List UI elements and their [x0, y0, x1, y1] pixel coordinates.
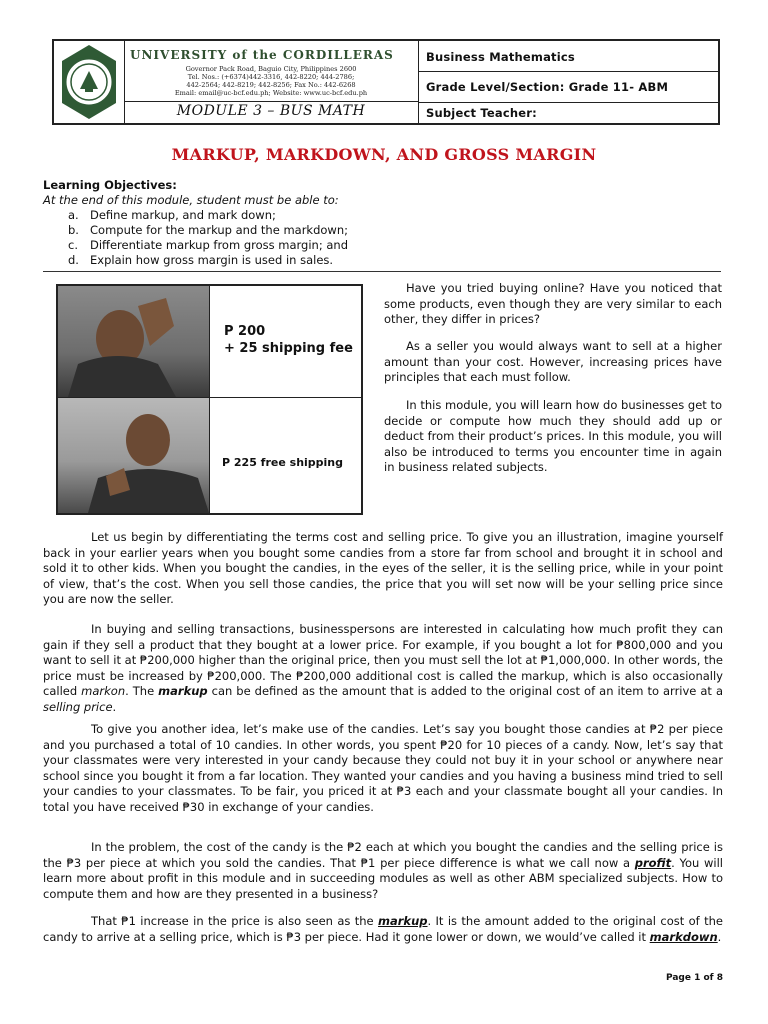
subject-cell — [419, 41, 718, 72]
body-paragraph: That ₱1 increase in the price is also seen as the markup. It is the amount added to the original cost of the candy to arrive at a selling price, which is ₱3 per piece. Had it gone lower or down, we would’ve called it markdown. — [43, 914, 723, 944]
body-paragraph: In buying and selling transactions, businesspersons are interested in calculating how much profit they can gain if they sell a product that they bought at a lower price. For example, if you bought a lot for ₱800,000 and you want to sell it at ₱200,000 higher than the original price, then you must sell the lot at ₱1,000,000. In other words, the price must be increased by ₱200,000. The ₱200,000 additional cost is called the markup, which is also occasionally called markon. The markup can be defined as the amount that is added to the original cost of an item to arrive at a selling price. — [43, 622, 723, 714]
body-paragraph: In the problem, the cost of the candy is the ₱2 each at which you bought the candies and the selling price is the ₱3 per piece at which you sold the candies. That ₱1 per piece difference is what we call now a profit. You will learn more about profit in this module and in succeeding modules as well as other ABM specialized subjects. How to compute them and how are they presented in a business? — [43, 840, 724, 901]
markup-term: markup — [378, 914, 428, 928]
objectives-intro: At the end of this module, student must be able to: — [43, 193, 339, 207]
intro-paragraph: As a seller you would always want to sell at a higher amount than your cost. However, increasing prices have principles that each must follow. — [384, 339, 722, 384]
section-divider — [43, 271, 721, 272]
page-number: Page 1 of 8 — [666, 973, 723, 983]
meme-photo-reject — [58, 286, 209, 397]
intro-paragraph: In this module, you will learn how do businesses get to decide or compute how much they should add up or deduct from their product’s prices. In this module, you will also be introduced to terms you encounter time in again in business related subjects. — [384, 398, 722, 474]
objectives-heading: Learning Objectives: — [43, 178, 177, 192]
objective-item: d. Explain how gross margin is used in sales. — [68, 253, 334, 267]
address-line: Governor Pack Road, Baguio City, Philippines 2600 — [185, 65, 357, 73]
objective-item: c. Differentiate markup from gross margin; and — [68, 238, 348, 252]
profit-term: profit — [634, 855, 672, 870]
grade-cell — [419, 71, 718, 103]
meme-price-top: P 200 + 25 shipping fee — [224, 324, 353, 356]
address-line: Tel. Nos.: (+6374)442-3316, 442-8220; 444-2786; — [187, 73, 355, 81]
header-table — [52, 39, 720, 125]
objective-item: b. Compute for the markup and the markdown; — [68, 223, 348, 237]
meme-comparison — [56, 284, 363, 515]
meme-price-bottom: P 225 free shipping — [222, 456, 344, 469]
university-seal-icon — [54, 41, 124, 123]
body-paragraph: To give you another idea, let’s make use of the candies. Let’s say you bought those candies at ₱2 per piece and you purchased a total of 10 candies. In other words, you spent ₱20 for 10 pieces of a candy. Now, let’s say that your classmates were very interested in your candy because they could not buy it in your school or anywhere near school since you bought it from a far location. They wanted your candies and you having a business mind tried to sell your candies to your classmates. To be fair, you priced it at ₱3 each and your classmate bought all your candies. In total you have received ₱30 in exchange of your candies. — [43, 722, 723, 814]
meme-photo-approve — [58, 398, 209, 513]
objective-item: a. Define markup, and mark down; — [68, 208, 276, 222]
address-line: 442-2564; 442-8219; 442-8256; Fax No.: 442-6268 — [186, 81, 356, 89]
markdown-term: markdown — [649, 929, 718, 944]
module-label: MODULE 3 – BUS MATH — [176, 103, 366, 119]
university-name: UNIVERSITY of the CORDILLERAS — [130, 48, 394, 62]
teacher-label: Subject Teacher: — [426, 106, 537, 120]
address-line: Email: email@uc-bcf.edu.ph; Website: www.uc-bcf.edu.ph — [174, 89, 368, 97]
logo-cell — [54, 41, 125, 123]
intro-paragraph: Have you tried buying online? Have you noticed that some products, even though they are very similar to each other, they differ in prices? — [384, 281, 722, 326]
university-info-cell — [124, 41, 419, 102]
body-paragraph: Let us begin by differentiating the terms cost and selling price. To give you an illustration, imagine yourself back in your earlier years when you bought some candies from a store far from school and brought it in school and sold it to other kids. When you bought the candies, in the eyes of the seller, it is the selling price, while in your point of view, that’s the cost. When you sell those candies, the price that you will set now will be your selling price since you are now the seller. — [43, 530, 723, 606]
subject-label: Business Mathematics — [426, 50, 575, 64]
grade-label: Grade Level/Section: Grade 11- ABM — [426, 80, 669, 94]
teacher-cell — [419, 102, 718, 123]
page-title: MARKUP, MARKDOWN, AND GROSS MARGIN — [171, 145, 597, 164]
module-cell — [124, 101, 419, 123]
